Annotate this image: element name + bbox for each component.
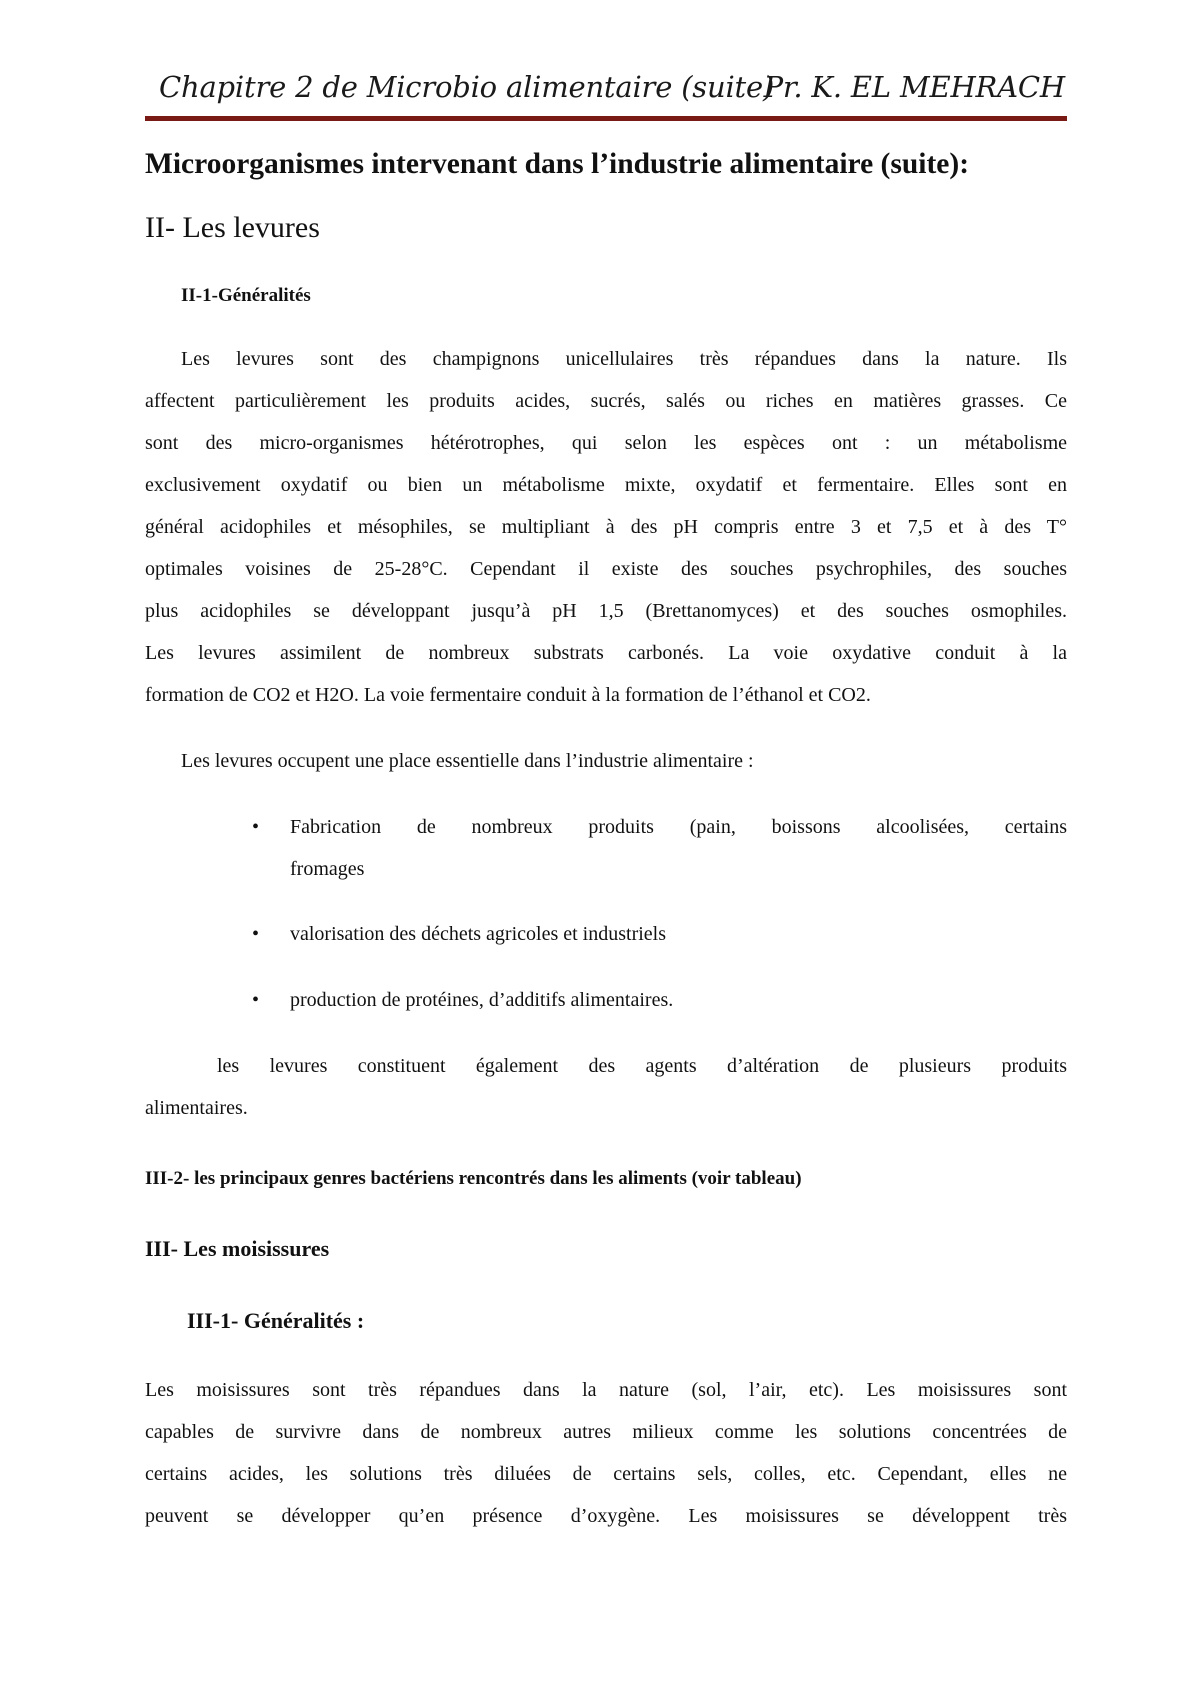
paragraph-levures-description bbox=[145, 338, 1067, 716]
text-line: général acidophiles et mésophiles, se multipliant à des pH compris entre 3 et 7,5 et à des T° bbox=[145, 516, 1067, 538]
header-rule bbox=[145, 116, 1067, 121]
bullet-icon: • bbox=[252, 989, 260, 1011]
text-line: peuvent se développer qu’en présence d’oxygène. Les moisissures se développent très bbox=[145, 1505, 1067, 1527]
list-item bbox=[252, 979, 1067, 1021]
section-title-levures: II- Les levures bbox=[145, 211, 320, 244]
text-line: fromages bbox=[290, 858, 365, 880]
header-chapter: Chapitre 2 de Microbio alimentaire (suite) bbox=[159, 70, 775, 104]
paragraph-moisissures-description bbox=[145, 1369, 1067, 1537]
running-header bbox=[159, 70, 1065, 118]
text-line: certains acides, les solutions très diluées de certains sels, colles, etc. Cependant, elles ne bbox=[145, 1463, 1067, 1485]
list-item bbox=[252, 806, 1067, 890]
text-line: plus acidophiles se développant jusqu’à pH 1,5 (Brettanomyces) et des souches osmophiles. bbox=[145, 600, 1067, 622]
bullet-icon: • bbox=[252, 923, 260, 945]
text-line: formation de CO2 et H2O. La voie fermentaire conduit à la formation de l’éthanol et CO2. bbox=[145, 684, 871, 706]
text-line: Les moisissures sont très répandues dans la nature (sol, l’air, etc). Les moisissures sont bbox=[145, 1379, 1067, 1401]
list-item bbox=[252, 913, 1067, 955]
paragraph-levures-alteration bbox=[145, 1045, 1067, 1129]
bullet-icon: • bbox=[252, 816, 260, 838]
text-line: production de protéines, d’additifs alimentaires. bbox=[290, 989, 674, 1011]
text-line: alimentaires. bbox=[145, 1097, 248, 1119]
paragraph-levures-intro: Les levures occupent une place essentielle dans l’industrie alimentaire : bbox=[181, 750, 754, 772]
text-line: exclusivement oxydatif ou bien un métabolisme mixte, oxydatif et fermentaire. Elles sont en bbox=[145, 474, 1067, 496]
subheading-generalites-moisissures: III-1- Généralités : bbox=[187, 1308, 365, 1333]
text-line: valorisation des déchets agricoles et industriels bbox=[290, 923, 667, 945]
text-line: Les levures sont des champignons unicellulaires très répandues dans la nature. Ils bbox=[181, 348, 1067, 370]
text-line: les levures constituent également des agents d’altération de plusieurs produits bbox=[217, 1055, 1067, 1077]
subheading-generalites-levures: II-1-Généralités bbox=[181, 285, 311, 306]
page-title: Microorganismes intervenant dans l’industrie alimentaire (suite): bbox=[145, 148, 970, 180]
text-line: sont des micro-organismes hétérotrophes, qui selon les espèces ont : un métabolisme bbox=[145, 432, 1067, 454]
text-line: capables de survivre dans de nombreux autres milieux comme les solutions concentrées de bbox=[145, 1421, 1067, 1443]
text-line: optimales voisines de 25-28°C. Cependant il existe des souches psychrophiles, des souches bbox=[145, 558, 1067, 580]
subheading-genres-bacteriens: III-2- les principaux genres bactériens rencontrés dans les aliments (voir tableau) bbox=[145, 1168, 802, 1189]
section-title-moisissures: III- Les moisissures bbox=[145, 1236, 330, 1261]
text-line: affectent particulièrement les produits acides, sucrés, salés ou riches en matières grasses. Ce bbox=[145, 390, 1067, 412]
header-author: Pr. K. EL MEHRACH bbox=[763, 70, 1065, 104]
text-line: Les levures assimilent de nombreux substrats carbonés. La voie oxydative conduit à la bbox=[145, 642, 1067, 664]
text-line: Fabrication de nombreux produits (pain, boissons alcoolisées, certains bbox=[290, 816, 1067, 838]
